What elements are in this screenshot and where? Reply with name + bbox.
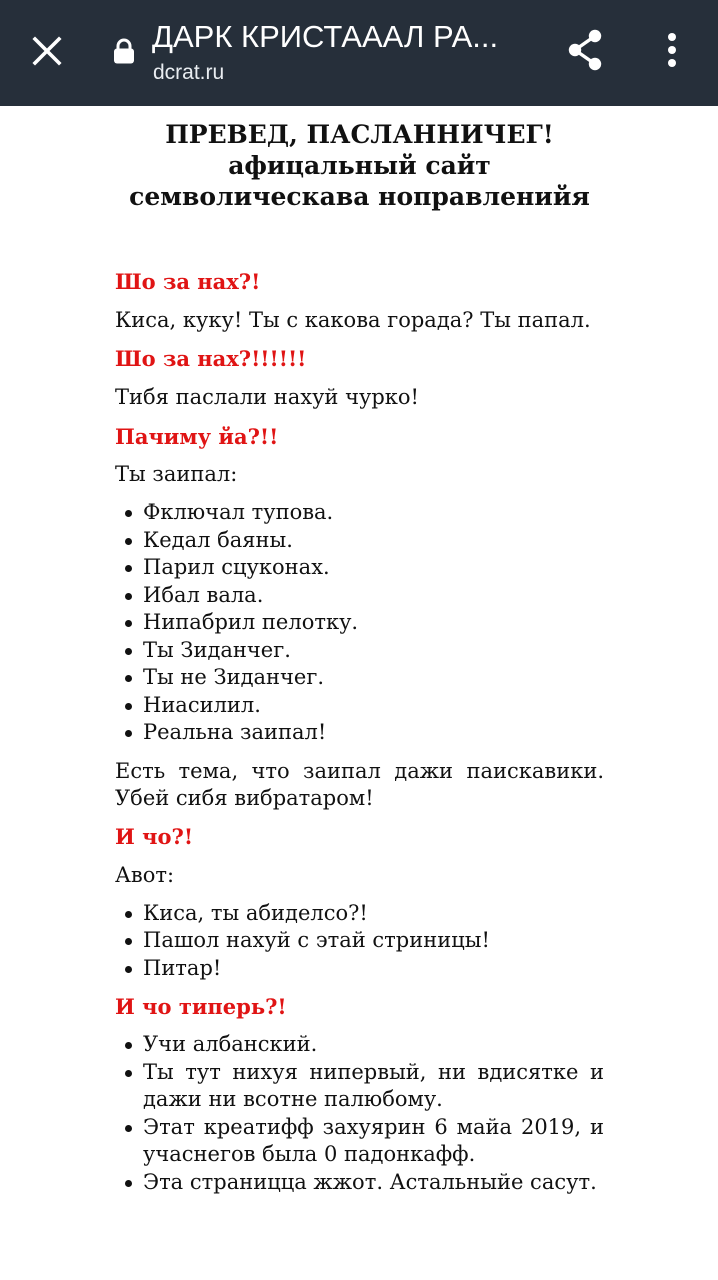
header-line-3: семволическава ноправленийя xyxy=(129,182,590,211)
header-line-1: ПРЕВЕД, ПАСЛАННИЧЕГ! xyxy=(165,120,554,149)
section-text: Ты заипал: xyxy=(115,462,238,486)
list-item: Фключал тупова. xyxy=(143,499,604,527)
share-button[interactable] xyxy=(562,26,610,74)
section-text: Киса, куку! Ты с какова горада? Ты папал. xyxy=(115,308,591,332)
browser-toolbar xyxy=(0,0,718,106)
section-heading: Пачиму йа?!! xyxy=(115,424,279,449)
list-item: Киса, ты абиделсо?! xyxy=(143,900,604,928)
close-button[interactable] xyxy=(22,28,72,78)
list-item: Кедал баяны. xyxy=(143,527,604,555)
answers-list xyxy=(115,900,604,983)
list-item: Реальна заипал! xyxy=(143,719,604,747)
close-icon xyxy=(22,28,72,78)
list-item: Парил сцуконах. xyxy=(143,554,604,582)
section-heading: Шо за нах?!!!!!! xyxy=(115,346,307,371)
section-heading: Шо за нах?! xyxy=(115,269,261,294)
list-item: Ты тут нихуя нипервый, ни вдисятке и дажи ни всотне палюбому. xyxy=(143,1059,604,1114)
section-text: Авот: xyxy=(115,862,175,887)
page-domain: dcrat.ru xyxy=(153,61,225,84)
more-vert-icon xyxy=(650,26,694,74)
advice-list xyxy=(115,1031,604,1196)
section-text: Тибя паслали нахуй чурко! xyxy=(115,385,419,409)
list-item: Питар! xyxy=(143,955,604,983)
section-heading: И чо типерь?! xyxy=(115,994,287,1019)
lock-icon xyxy=(112,38,136,64)
list-item: Ибал вала. xyxy=(143,582,604,610)
list-item: Ты Зиданчег. xyxy=(143,637,604,665)
list-item: Этат креатифф захуярин 6 майа 2019, и учаснегов была 0 падонкафф. xyxy=(143,1114,604,1169)
list-item: Нипабрил пелотку. xyxy=(143,609,604,637)
list-item: Ты не Зиданчег. xyxy=(143,664,604,692)
list-item: Пашол нахуй с этай стриницы! xyxy=(143,927,604,955)
reasons-list xyxy=(115,499,604,747)
section-text: Есть тема, что заипал дажи паискавики. Убей сибя вибратаром! xyxy=(115,758,604,810)
list-item: Ниасилил. xyxy=(143,692,604,720)
share-icon xyxy=(562,26,610,74)
page-content xyxy=(115,106,604,1196)
list-item: Эта страницца жжот. Астальныйе сасут. xyxy=(143,1169,604,1197)
header-line-2: афицальный сайт xyxy=(228,151,491,180)
overflow-menu-button[interactable] xyxy=(650,26,694,74)
list-item: Учи албанский. xyxy=(143,1031,604,1059)
page-title: ДАРК КРИСТАААЛ РА... xyxy=(152,19,499,54)
section-heading: И чо?! xyxy=(115,823,194,849)
page-header xyxy=(75,119,644,212)
